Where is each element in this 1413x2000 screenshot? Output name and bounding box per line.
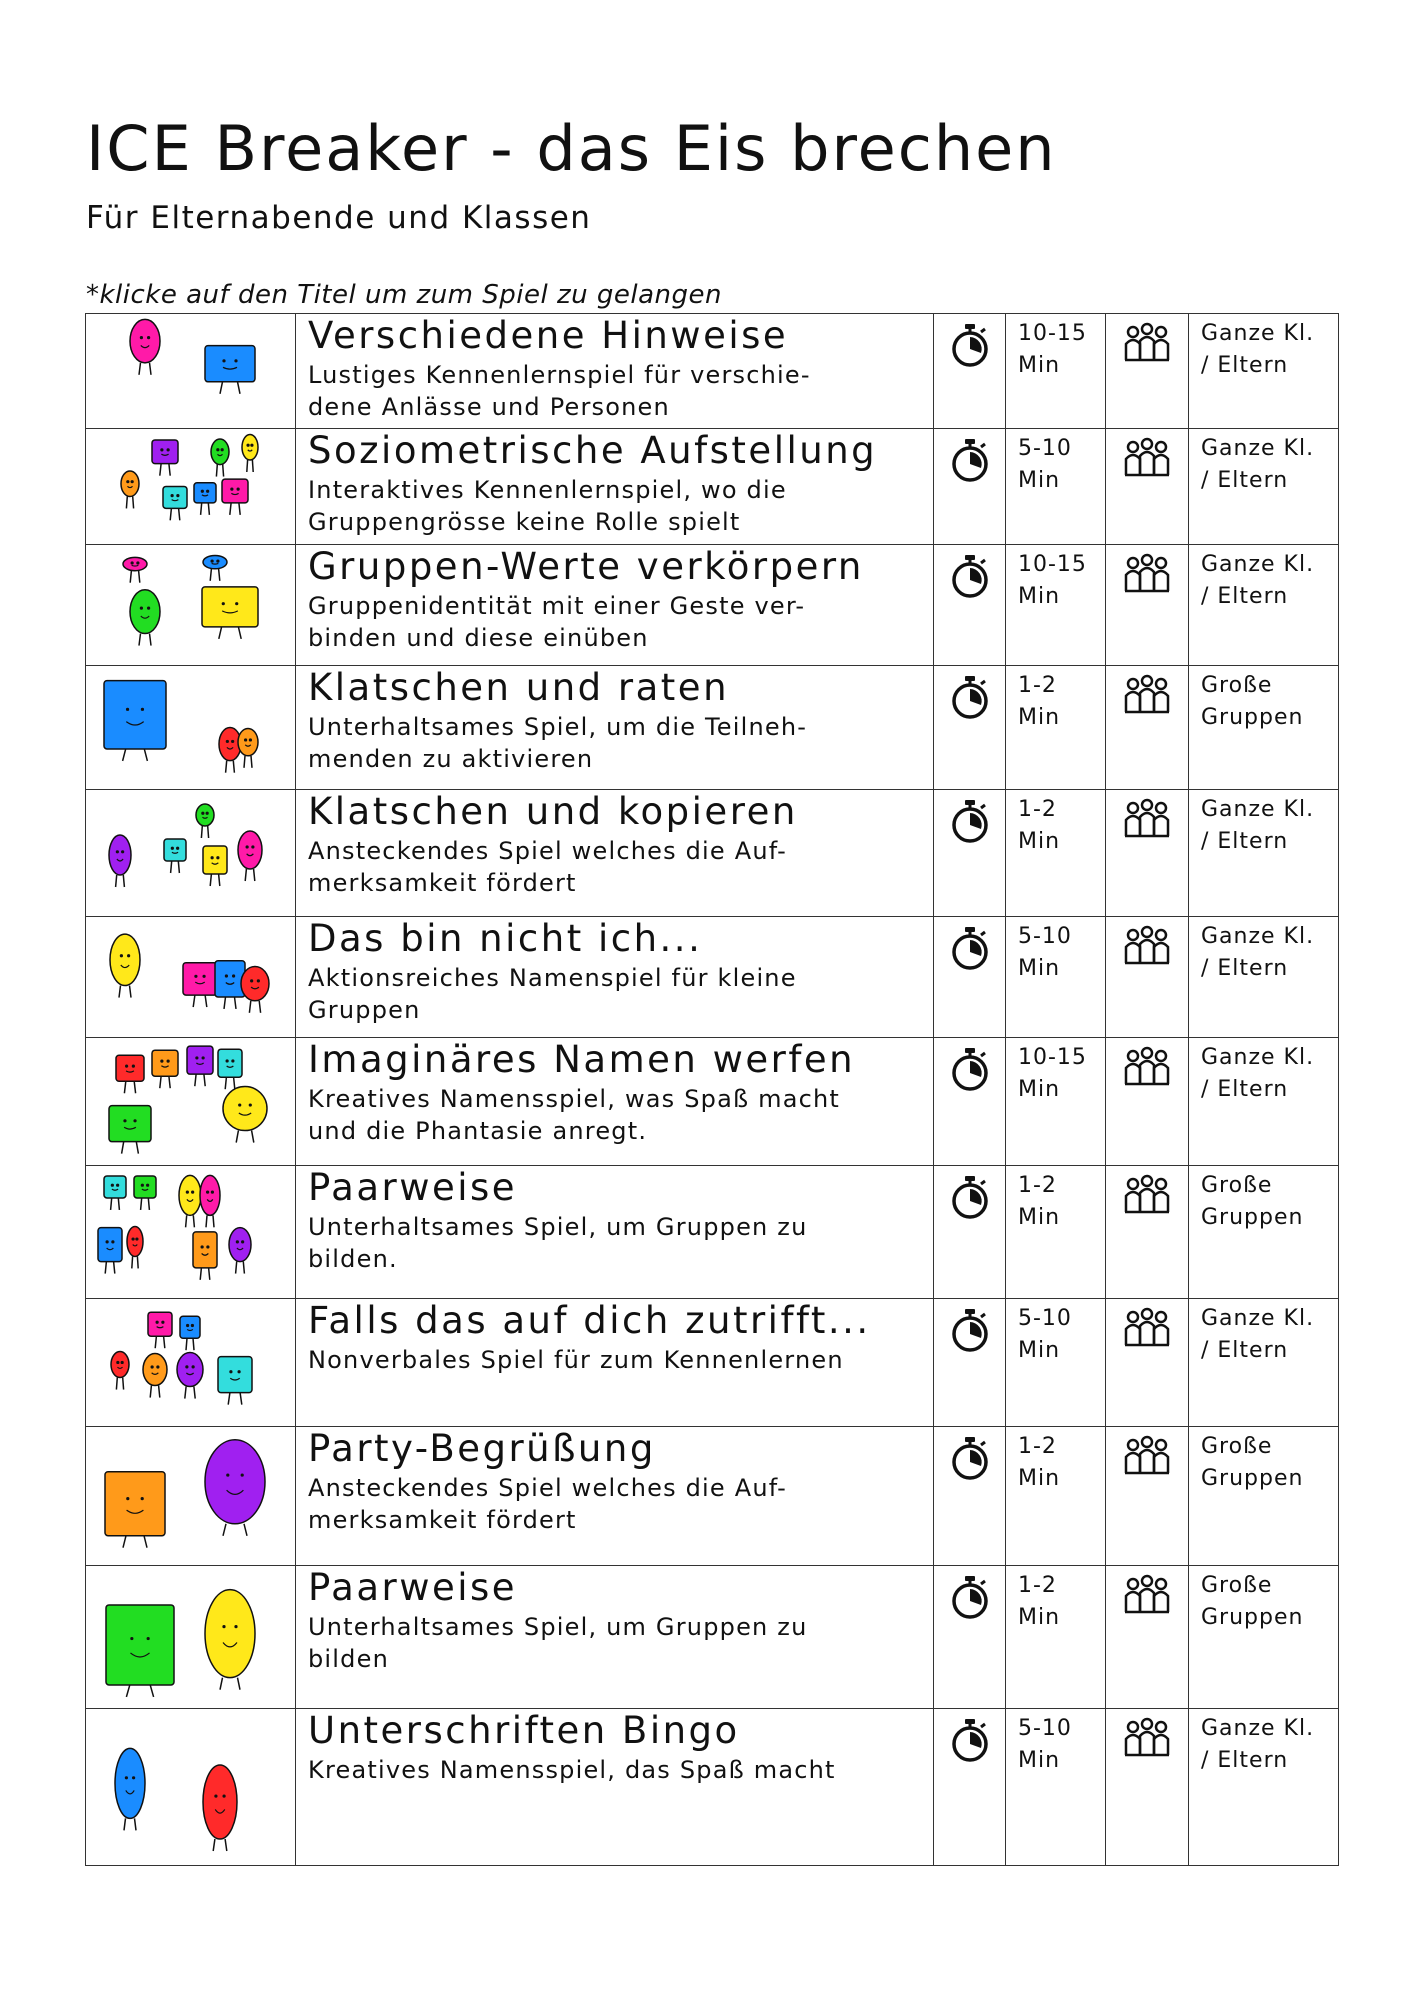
group-size-line: / Eltern	[1201, 955, 1289, 981]
game-description-line: Gruppenidentität mit einer Geste ver-	[308, 591, 806, 620]
duration-icon-cell	[934, 790, 1006, 917]
people-icon	[1106, 1717, 1188, 1757]
game-description-line: Unterhaltsames Spiel, um die Teilneh-	[308, 712, 808, 741]
group-icon-cell	[1106, 545, 1189, 666]
duration-unit: Min	[1018, 1465, 1061, 1491]
group-size-line: Gruppen	[1201, 704, 1304, 730]
game-description	[296, 1209, 933, 1276]
illustration-figure	[130, 590, 160, 646]
duration-icon-cell	[934, 429, 1006, 545]
game-description	[296, 1609, 933, 1676]
group-size-cell	[1189, 1427, 1339, 1566]
game-title-link[interactable]: Soziometrische Aufstellung	[308, 429, 878, 472]
group-size-line: Große	[1201, 1173, 1273, 1198]
game-description	[296, 1081, 933, 1148]
game-title-link[interactable]: Party-Begrüßung	[308, 1427, 656, 1470]
group-size-line: / Eltern	[1201, 1747, 1289, 1773]
illustration-figure	[164, 839, 186, 873]
game-row	[86, 545, 1339, 666]
game-row	[86, 1166, 1339, 1299]
duration-cell	[1006, 666, 1106, 790]
stopwatch-icon	[934, 322, 1005, 368]
game-row	[86, 1566, 1339, 1709]
group-size-cell	[1189, 545, 1339, 666]
duration-value: 10-15	[1018, 552, 1087, 577]
illustration-figure	[218, 1049, 242, 1089]
game-row	[86, 790, 1339, 917]
group-size-line: Ganze Kl.	[1201, 924, 1315, 949]
illustration-figure	[229, 1228, 251, 1274]
group-size-cell	[1189, 1299, 1339, 1427]
game-description-line: menden zu aktivieren	[308, 745, 594, 774]
illustration-figure	[177, 1353, 203, 1399]
people-icon	[1106, 553, 1188, 593]
duration-icon-cell	[934, 545, 1006, 666]
duration-unit: Min	[1018, 955, 1061, 981]
game-title-link[interactable]: Klatschen und kopieren	[308, 790, 798, 833]
game-illustration-cell	[86, 1038, 296, 1166]
group-size-line: / Eltern	[1201, 1337, 1289, 1363]
game-illustration-cell	[86, 1427, 296, 1566]
click-hint-note: *klicke auf den Titel um zum Spiel zu gelangen	[86, 280, 722, 310]
game-row	[86, 1427, 1339, 1566]
stopwatch-icon	[934, 1574, 1005, 1620]
group-size-cell	[1189, 1038, 1339, 1166]
group-icon-cell	[1106, 1299, 1189, 1427]
game-description	[296, 588, 933, 655]
group-size-line: Ganze Kl.	[1201, 1306, 1315, 1331]
group-size-cell	[1189, 429, 1339, 545]
group-icon-cell	[1106, 429, 1189, 545]
duration-unit: Min	[1018, 583, 1061, 609]
stopwatch-icon	[934, 1046, 1005, 1092]
stopwatch-icon	[934, 1717, 1005, 1763]
illustration-figure	[179, 1175, 201, 1227]
group-icon-cell	[1106, 790, 1189, 917]
duration-cell	[1006, 545, 1106, 666]
duration-unit: Min	[1018, 1337, 1061, 1363]
illustration-figure	[163, 486, 187, 520]
group-size-line: Gruppen	[1201, 1604, 1304, 1630]
game-description-line: bilden.	[308, 1245, 398, 1274]
stopwatch-icon	[934, 437, 1005, 483]
game-title-link[interactable]: Verschiedene Hinweise	[308, 314, 789, 357]
game-description-line: Aktionsreiches Namenspiel für kleine	[308, 963, 797, 992]
duration-value: 5-10	[1018, 924, 1072, 949]
game-illustration	[90, 1038, 290, 1164]
illustration-figure	[194, 483, 216, 515]
illustration-figure	[200, 1175, 220, 1227]
duration-value: 5-10	[1018, 436, 1072, 461]
game-illustration	[90, 917, 290, 1036]
duration-unit: Min	[1018, 1604, 1061, 1630]
group-size-line: Ganze Kl.	[1201, 1045, 1315, 1070]
illustration-figure	[111, 1352, 129, 1390]
game-illustration	[90, 1566, 290, 1707]
illustration-figure	[109, 835, 131, 887]
illustration-figure	[222, 479, 248, 515]
people-icon	[1106, 1435, 1188, 1475]
illustration-figure	[105, 1472, 165, 1548]
game-illustration	[90, 790, 290, 915]
group-size-line: Ganze Kl.	[1201, 436, 1315, 461]
group-icon-cell	[1106, 917, 1189, 1038]
group-size-line: Gruppen	[1201, 1465, 1304, 1491]
game-description-line: und die Phantasie anregt.	[308, 1117, 648, 1146]
duration-cell	[1006, 1566, 1106, 1709]
illustration-figure	[123, 557, 147, 582]
group-icon-cell	[1106, 1166, 1189, 1299]
game-description	[296, 1470, 933, 1537]
game-illustration	[90, 1166, 290, 1297]
game-illustration-cell	[86, 1709, 296, 1866]
illustration-figure	[109, 1106, 151, 1154]
stopwatch-icon	[934, 1174, 1005, 1220]
illustration-figure	[196, 804, 214, 838]
group-size-line: Große	[1201, 1573, 1273, 1598]
duration-cell	[1006, 917, 1106, 1038]
game-description-line: Kreatives Namensspiel, was Spaß macht	[308, 1084, 841, 1113]
game-description-line: dene Anlässe und Personen	[308, 393, 670, 422]
group-icon-cell	[1106, 314, 1189, 429]
game-illustration	[90, 1427, 290, 1564]
game-title-link[interactable]: Paarweise	[308, 1166, 518, 1209]
stopwatch-icon	[934, 1307, 1005, 1353]
illustration-figure	[134, 1176, 156, 1210]
game-description-line: binden und diese einüben	[308, 624, 649, 653]
duration-unit: Min	[1018, 1204, 1061, 1230]
duration-icon-cell	[934, 1427, 1006, 1566]
game-row	[86, 429, 1339, 545]
duration-cell	[1006, 1166, 1106, 1299]
game-description-line: Nonverbales Spiel für zum Kennenlernen	[308, 1345, 844, 1374]
group-size-line: Ganze Kl.	[1201, 321, 1315, 346]
game-text-cell	[296, 790, 934, 917]
duration-value: 10-15	[1018, 321, 1087, 346]
illustration-figure	[104, 681, 166, 761]
illustration-figure	[238, 831, 262, 881]
group-size-cell	[1189, 1709, 1339, 1866]
group-icon-cell	[1106, 1709, 1189, 1866]
games-table	[85, 313, 1339, 1866]
game-row	[86, 666, 1339, 790]
illustration-figure	[241, 967, 269, 1013]
group-icon-cell	[1106, 1038, 1189, 1166]
game-illustration-cell	[86, 314, 296, 429]
illustration-figure	[183, 963, 217, 1007]
game-description-line: merksamkeit fördert	[308, 869, 577, 898]
people-icon	[1106, 798, 1188, 838]
game-text-cell	[296, 666, 934, 790]
game-row	[86, 1709, 1339, 1866]
duration-value: 1-2	[1018, 797, 1057, 822]
game-text-cell	[296, 1166, 934, 1299]
duration-unit: Min	[1018, 352, 1061, 378]
people-icon	[1106, 1574, 1188, 1614]
illustration-figure	[203, 555, 227, 580]
stopwatch-icon	[934, 1435, 1005, 1481]
illustration-figure	[152, 440, 178, 476]
duration-value: 1-2	[1018, 673, 1057, 698]
illustration-figure	[193, 1232, 217, 1280]
group-size-line: Gruppen	[1201, 1204, 1304, 1230]
duration-value: 5-10	[1018, 1306, 1072, 1331]
illustration-figure	[211, 439, 229, 477]
duration-unit: Min	[1018, 704, 1061, 730]
group-size-line: Große	[1201, 673, 1273, 698]
game-text-cell	[296, 1566, 934, 1709]
duration-cell	[1006, 429, 1106, 545]
illustration-figure	[143, 1354, 167, 1398]
group-size-cell	[1189, 666, 1339, 790]
duration-cell	[1006, 1299, 1106, 1427]
illustration-figure	[180, 1316, 200, 1350]
group-size-cell	[1189, 790, 1339, 917]
game-title-link[interactable]: Das bin nicht ich...	[308, 917, 703, 960]
game-illustration-cell	[86, 1166, 296, 1299]
game-illustration	[90, 1299, 290, 1425]
group-size-cell	[1189, 314, 1339, 429]
game-title-link[interactable]: Klatschen und raten	[308, 666, 730, 709]
illustration-figure	[203, 846, 227, 886]
group-size-line: Ganze Kl.	[1201, 797, 1315, 822]
group-size-cell	[1189, 1566, 1339, 1709]
game-illustration-cell	[86, 1299, 296, 1427]
game-row	[86, 917, 1339, 1038]
illustration-figure	[187, 1046, 213, 1086]
game-description-line: Unterhaltsames Spiel, um Gruppen zu	[308, 1212, 808, 1241]
game-description-line: bilden	[308, 1645, 389, 1674]
game-title-link[interactable]: Unterschriften Bingo	[308, 1709, 740, 1752]
game-row	[86, 314, 1339, 429]
game-description-line: Ansteckendes Spiel welches die Auf-	[308, 836, 787, 865]
illustration-figure	[106, 1605, 174, 1697]
game-description	[296, 709, 933, 776]
group-icon-cell	[1106, 1566, 1189, 1709]
duration-icon-cell	[934, 1299, 1006, 1427]
game-description-line: merksamkeit fördert	[308, 1506, 577, 1535]
duration-value: 1-2	[1018, 1573, 1057, 1598]
people-icon	[1106, 437, 1188, 477]
game-description-line: Gruppen	[308, 996, 421, 1025]
group-size-line: Ganze Kl.	[1201, 552, 1315, 577]
game-text-cell	[296, 917, 934, 1038]
group-size-line: / Eltern	[1201, 467, 1289, 493]
game-title-link[interactable]: Falls das auf dich zutrifft...	[308, 1299, 871, 1342]
group-size-line: / Eltern	[1201, 828, 1289, 854]
game-row	[86, 1299, 1339, 1427]
page-subtitle: Für Elternabende und Klassen	[86, 200, 592, 236]
game-description-line: Ansteckendes Spiel welches die Auf-	[308, 1473, 787, 1502]
game-description-line: Gruppengrösse keine Rolle spielt	[308, 508, 741, 537]
duration-cell	[1006, 1709, 1106, 1866]
duration-icon-cell	[934, 314, 1006, 429]
game-illustration	[90, 429, 290, 543]
people-icon	[1106, 1174, 1188, 1214]
duration-icon-cell	[934, 1566, 1006, 1709]
game-description-line: Lustiges Kennenlernspiel für verschie-	[308, 360, 811, 389]
stopwatch-icon	[934, 798, 1005, 844]
illustration-figure	[148, 1312, 172, 1348]
game-description	[296, 960, 933, 1027]
group-size-line: Ganze Kl.	[1201, 1716, 1315, 1741]
duration-value: 1-2	[1018, 1173, 1057, 1198]
page-title: ICE Breaker - das Eis brechen	[86, 112, 1057, 185]
illustration-figure	[121, 471, 139, 509]
game-text-cell	[296, 1709, 934, 1866]
game-illustration	[90, 314, 290, 427]
illustration-figure	[205, 1440, 265, 1536]
illustration-figure	[152, 1050, 178, 1088]
people-icon	[1106, 925, 1188, 965]
duration-unit: Min	[1018, 828, 1061, 854]
game-illustration-cell	[86, 790, 296, 917]
duration-cell	[1006, 1038, 1106, 1166]
illustration-figure	[238, 728, 258, 767]
illustration-figure	[110, 934, 140, 997]
game-illustration-cell	[86, 666, 296, 790]
stopwatch-icon	[934, 674, 1005, 720]
game-title-link[interactable]: Gruppen-Werte verkörpern	[308, 545, 864, 588]
stopwatch-icon	[934, 925, 1005, 971]
illustration-figure	[115, 1748, 145, 1830]
illustration-figure	[203, 1765, 237, 1851]
game-text-cell	[296, 1427, 934, 1566]
game-illustration	[90, 666, 290, 788]
duration-cell	[1006, 314, 1106, 429]
group-size-line: Große	[1201, 1434, 1273, 1459]
illustration-figure	[202, 587, 258, 639]
game-row	[86, 1038, 1339, 1166]
game-text-cell	[296, 314, 934, 429]
duration-cell	[1006, 790, 1106, 917]
illustration-figure	[242, 434, 258, 472]
game-description-line: Unterhaltsames Spiel, um Gruppen zu	[308, 1612, 808, 1641]
game-title-link[interactable]: Imaginäres Namen werfen	[308, 1038, 856, 1081]
game-illustration	[90, 1709, 290, 1864]
illustration-figure	[223, 1087, 267, 1143]
illustration-figure	[127, 1226, 143, 1268]
group-size-line: / Eltern	[1201, 352, 1289, 378]
game-illustration-cell	[86, 545, 296, 666]
duration-unit: Min	[1018, 467, 1061, 493]
game-description	[296, 357, 933, 424]
game-description	[296, 472, 933, 539]
group-size-line: / Eltern	[1201, 1076, 1289, 1102]
duration-value: 5-10	[1018, 1716, 1072, 1741]
group-icon-cell	[1106, 1427, 1189, 1566]
illustration-figure	[116, 1055, 144, 1093]
game-description-line: Interaktives Kennenlernspiel, wo die	[308, 475, 787, 504]
group-icon-cell	[1106, 666, 1189, 790]
people-icon	[1106, 322, 1188, 362]
illustration-figure	[205, 1590, 255, 1690]
illustration-figure	[219, 727, 241, 772]
game-illustration-cell	[86, 429, 296, 545]
game-text-cell	[296, 1299, 934, 1427]
game-illustration-cell	[86, 917, 296, 1038]
people-icon	[1106, 1046, 1188, 1086]
duration-icon-cell	[934, 917, 1006, 1038]
duration-value: 10-15	[1018, 1045, 1087, 1070]
people-icon	[1106, 674, 1188, 714]
game-text-cell	[296, 1038, 934, 1166]
game-description-line: Kreatives Namensspiel, das Spaß macht	[308, 1755, 836, 1784]
illustration-figure	[104, 1176, 126, 1210]
game-title-link[interactable]: Paarweise	[308, 1566, 518, 1609]
duration-icon-cell	[934, 1038, 1006, 1166]
stopwatch-icon	[934, 553, 1005, 599]
illustration-figure	[130, 319, 160, 374]
game-illustration	[90, 545, 290, 664]
game-description	[296, 1342, 933, 1376]
duration-icon-cell	[934, 1166, 1006, 1299]
people-icon	[1106, 1307, 1188, 1347]
duration-cell	[1006, 1427, 1106, 1566]
duration-value: 1-2	[1018, 1434, 1057, 1459]
duration-icon-cell	[934, 666, 1006, 790]
duration-unit: Min	[1018, 1747, 1061, 1773]
game-description	[296, 1752, 933, 1786]
group-size-cell	[1189, 1166, 1339, 1299]
illustration-figure	[218, 1357, 252, 1405]
illustration-figure	[98, 1228, 122, 1274]
game-illustration-cell	[86, 1566, 296, 1709]
game-text-cell	[296, 429, 934, 545]
duration-unit: Min	[1018, 1076, 1061, 1102]
game-description	[296, 833, 933, 900]
duration-icon-cell	[934, 1709, 1006, 1866]
game-text-cell	[296, 545, 934, 666]
group-size-cell	[1189, 917, 1339, 1038]
illustration-figure	[205, 346, 255, 394]
group-size-line: / Eltern	[1201, 583, 1289, 609]
